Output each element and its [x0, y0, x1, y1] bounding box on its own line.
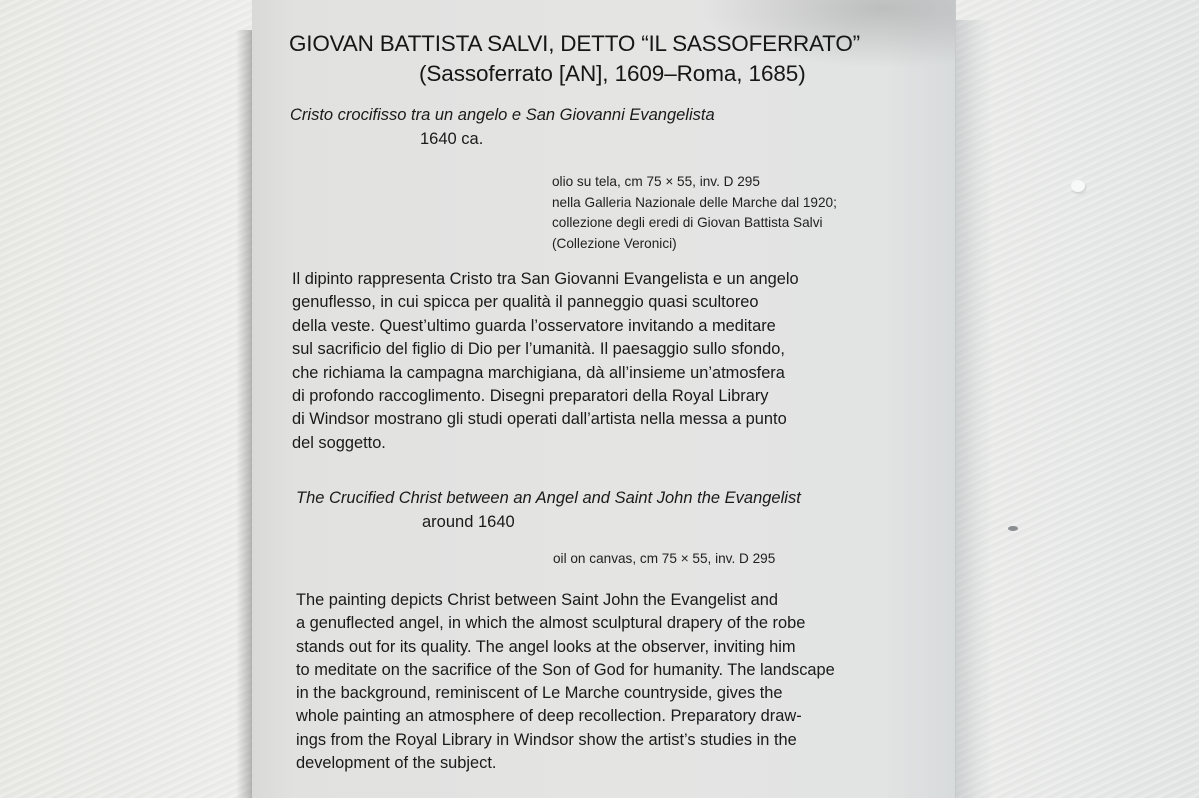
italian-description-line: della veste. Quest’ultimo guarda l’osservatore invitando a meditare	[292, 316, 776, 335]
english-description-line: The painting depicts Christ between Saint John the Evangelist and	[296, 591, 779, 609]
english-artwork-details: oil on canvas, cm 75 × 55, inv. D 295	[553, 551, 776, 566]
italian-artwork-details	[552, 172, 837, 254]
italian-description-line: di profondo raccoglimento. Disegni preparatori della Royal Library	[292, 387, 769, 406]
italian-detail-line: (Collezione Veronici)	[552, 235, 677, 251]
english-artwork-title: The Crucified Christ between an Angel and Saint John the Evangelist	[296, 489, 801, 507]
english-description-line: stands out for its quality. The angel looks at the observer, inviting him	[296, 637, 796, 656]
italian-description-line: che richiama la campagna marchigiana, dà all’insieme un’atmosfera	[292, 363, 785, 382]
english-description-line: in the background, reminiscent of Le Marche countryside, gives the	[296, 684, 783, 703]
artist-name: GIOVAN BATTISTA SALVI, DETTO “IL SASSOFERRATO”	[289, 31, 860, 56]
english-description-line: ings from the Royal Library in Windsor show the artist’s studies in the	[296, 730, 797, 749]
english-description-line: to meditate on the sacrifice of the Son of God for humanity. The landscape	[296, 660, 835, 679]
english-description	[296, 589, 835, 775]
italian-description-line: del soggetto.	[292, 433, 386, 452]
italian-description	[292, 268, 799, 455]
english-description-line: a genuflected angel, in which the almost sculptural drapery of the robe	[296, 614, 806, 633]
italian-artwork-title: Cristo crocifisso tra un angelo e San Giovanni Evangelista	[290, 106, 715, 124]
italian-detail-line: nella Galleria Nazionale delle Marche dal 1920;	[552, 194, 837, 210]
panel-shadow-right	[955, 20, 993, 798]
italian-description-line: sul sacrificio del figlio di Dio per l’umanità. Il paesaggio sullo sfondo,	[292, 340, 785, 359]
italian-artwork-date: 1640 ca.	[420, 130, 484, 148]
artist-dates: (Sassoferrato [AN], 1609–Roma, 1685)	[419, 61, 806, 86]
italian-detail-line: collezione degli eredi di Giovan Battista Salvi	[552, 215, 823, 230]
italian-detail-line: olio su tela, cm 75 × 55, inv. D 295	[552, 174, 760, 189]
museum-label-panel	[252, 0, 956, 798]
wall-plaster-mark	[1008, 526, 1018, 531]
english-description-line: development of the subject.	[296, 754, 497, 773]
italian-description-line: Il dipinto rappresenta Cristo tra San Giovanni Evangelista e un angelo	[292, 270, 799, 288]
wall-plaster-bump	[1071, 180, 1085, 192]
italian-description-line: genuflesso, in cui spicca per qualità il panneggio quasi scultoreo	[292, 293, 759, 312]
english-artwork-date: around 1640	[422, 513, 515, 531]
italian-description-line: di Windsor mostrano gli studi operati dall’artista nella messa a punto	[292, 410, 787, 429]
english-description-line: whole painting an atmosphere of deep recollection. Preparatory draw-	[296, 707, 802, 726]
